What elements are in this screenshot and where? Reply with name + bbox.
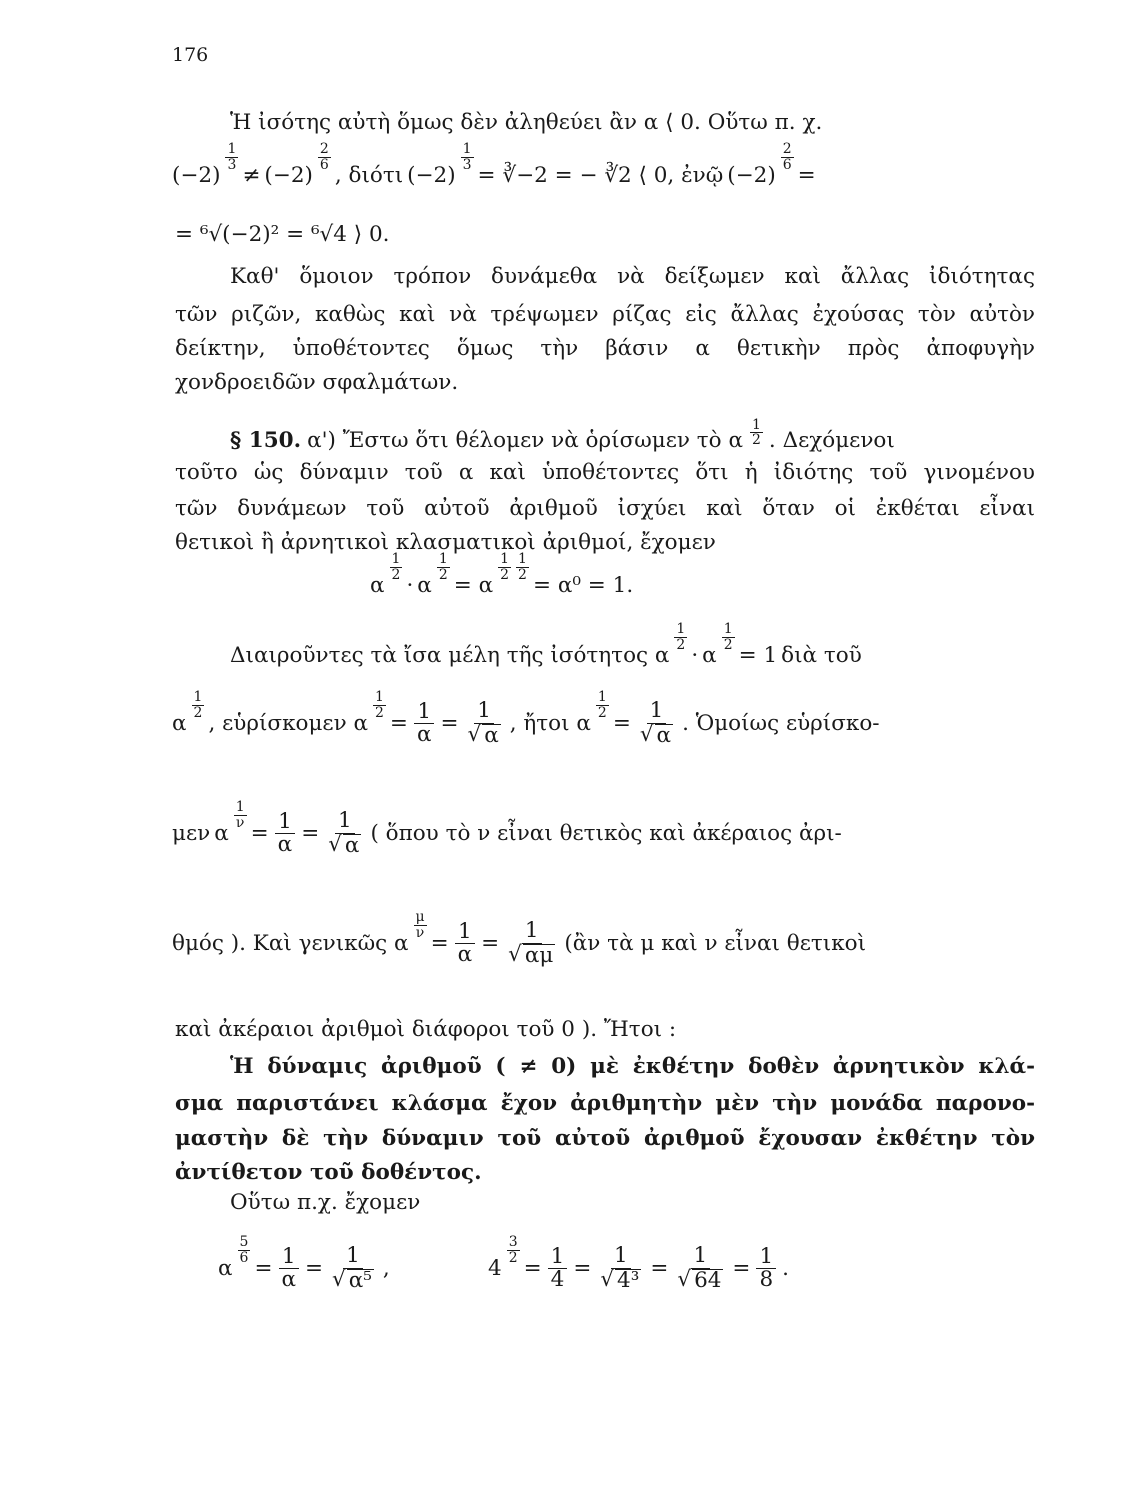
page-number: 176 bbox=[172, 44, 209, 66]
paragraph-line: δείκτην, ὑποθέτοντες ὅμως τὴν βάσιν α θετικὴν πρὸς ἀποφυγὴν bbox=[175, 336, 1035, 361]
paragraph-line: θετικοὶ ἢ ἀρνητικοὶ κλασματικοὶ ἀριθμοί, ἔχομεν bbox=[175, 530, 716, 555]
final-equation-1: α $\frac{5}{6}$ = $\frac{1}{\alpha}$ = 1 √ α⁵ , bbox=[218, 1234, 390, 1293]
theorem-line: Ἡ δύναμις ἀριθμοῦ ( ≠ 0) μὲ ἐκθέτην δοθὲν ἀρνητικὸν κλά- bbox=[230, 1054, 1035, 1079]
final-equation-2: 4 $\frac{3}{2}$ = $\frac{1}{4}$ = 1 √ 4³ = 1 √ 64 = $\frac{1}{8}$ . bbox=[488, 1234, 789, 1293]
example-intro: Οὕτω π.χ. ἔχομεν bbox=[230, 1190, 421, 1215]
men-line: μεν α $\frac{1}{\nu}$ = $\frac{1}{\alpha}$ = 1 √ α ( ὅπου τὸ ν εἶναι θετικὸς καὶ ἀκέραιος ἀρι- bbox=[172, 799, 842, 858]
product-equation: α 1 2 · α $\frac{1}{2}$ = α 1 2 $\frac{1}{2}$ = α⁰ = 1. bbox=[370, 550, 634, 598]
akeraioi-line: καὶ ἀκέραιοι ἀριθμοὶ διάφοροι τοῦ 0 ). Ἤτοι : bbox=[175, 1017, 677, 1042]
paragraph-line: τῶν ριζῶν, καθὼς καὶ νὰ τρέψωμεν ρίζας εἰς ἄλλας ἐχούσας τὸν αὐτὸν bbox=[175, 302, 1035, 327]
section-label: § 150. bbox=[230, 428, 302, 454]
theorem-line: σμα παριστάνει κλάσμα ἔχον ἀριθμητὴν μὲν τὴν μονάδα παρονο- bbox=[175, 1091, 1035, 1116]
thmos-line: θμός ). Καὶ γενικῶς α $\frac{\mu}{\nu}$ = $\frac{1}{\alpha}$ = 1 √ αμ (ἂν τὰ μ καὶ ν εἶναι θετικοὶ bbox=[172, 909, 867, 968]
intro-line: Ἡ ἰσότης αὐτὴ ὅμως δὲν ἀληθεύει ἂν α ⟨ 0. Οὕτω π. χ. bbox=[230, 110, 823, 135]
example-equation-1: (−2) 1 3 ≠ (−2) 2 6 , διότι (−2) $\frac{1}{3}$ = ∛−2 = − ∛2 ⟨ 0, ἐνῷ (−2) $\frac{2}{6}$ = bbox=[172, 140, 816, 188]
theorem-line: μαστὴν δὲ τὴν δύναμιν τοῦ αὐτοῦ ἀριθμοῦ ἔχουσαν ἐκθέτην τὸν bbox=[175, 1126, 1035, 1151]
paragraph-line: Καθ' ὅμοιον τρόπον δυνάμεθα νὰ δείξωμεν καὶ ἄλλας ἰδιότητας bbox=[230, 264, 1035, 289]
division-line: Διαιροῦντες τὰ ἴσα μέλη τῆς ἰσότητος α 1 2 · α $\frac{1}{2}$ = 1 διὰ τοῦ bbox=[230, 620, 862, 668]
section-150-heading: § 150. α') Ἔστω ὅτι θέλομεν νὰ ὁρίσωμεν τὸ α 1 2 . Δεχόμενοι bbox=[230, 426, 1035, 456]
theorem-line: ἀντίθετον τοῦ δοθέντος. bbox=[175, 1160, 482, 1185]
paragraph-line: τῶν δυνάμεων τοῦ αὐτοῦ ἀριθμοῦ ἰσχύει καὶ ὅταν οἱ ἐκθέται εἶναι bbox=[175, 496, 1035, 521]
paragraph-line: τοῦτο ὡς δύναμιν τοῦ α καὶ ὑποθέτοντες ὅτι ἡ ἰδιότης τοῦ γινομένου bbox=[175, 460, 1035, 485]
example-equation-2: = ⁶√(−2)² = ⁶√4 ⟩ 0. bbox=[175, 222, 390, 247]
found-line: α 1 2 , εὑρίσκομεν α $\frac{1}{2}$ = $\frac{1}{\alpha}$ = 1 √ α , ἤτοι α $\frac{1}{2}$ = 1 √ α . Ὁμοίως εὑρίσκο- bbox=[172, 689, 880, 748]
paragraph-line: χονδροειδῶν σφαλμάτων. bbox=[175, 370, 459, 395]
